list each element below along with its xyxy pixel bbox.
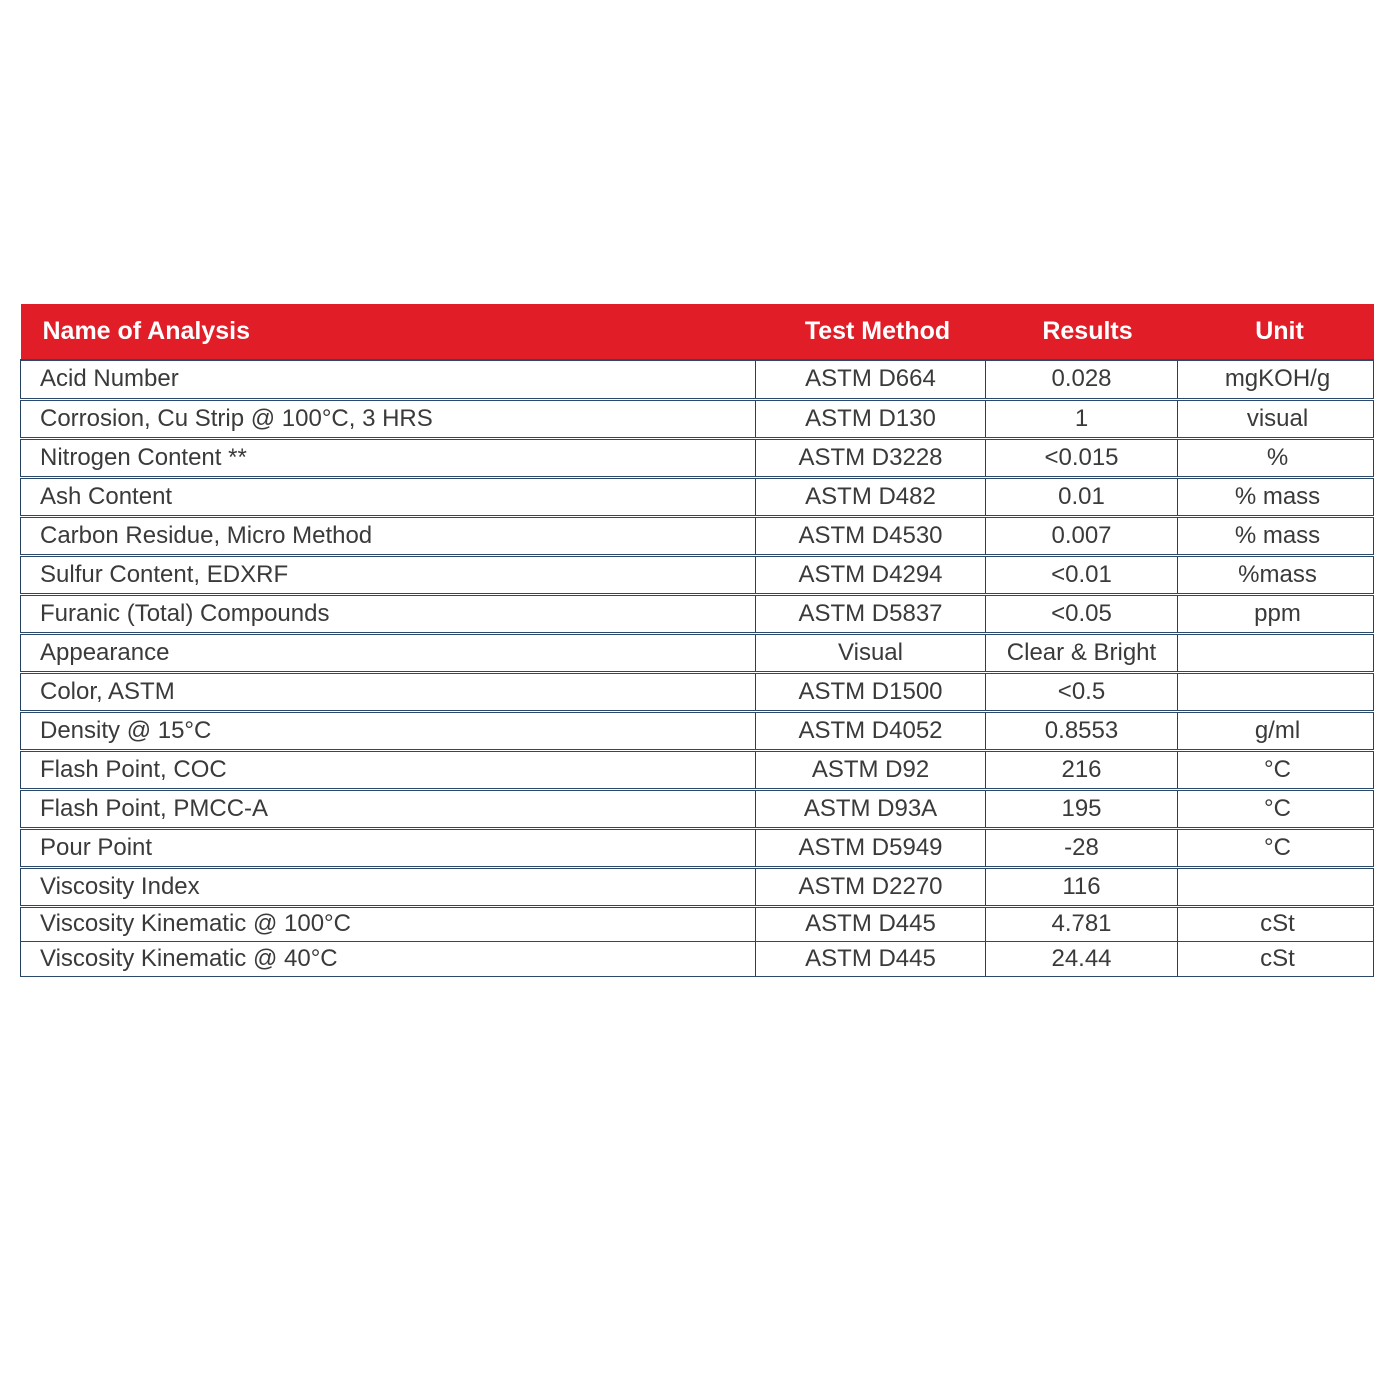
table-header bbox=[21, 304, 1374, 360]
table-body bbox=[21, 360, 1374, 976]
cell-unit: ppm bbox=[1178, 594, 1374, 633]
header-test-method: Test Method bbox=[804, 317, 951, 345]
cell-result: 195 bbox=[986, 789, 1178, 828]
cell-test-method: ASTM D4530 bbox=[756, 516, 986, 555]
cell-test-method: ASTM D1500 bbox=[756, 672, 986, 711]
header-results: Results bbox=[1042, 317, 1133, 345]
table-row bbox=[21, 633, 1374, 672]
cell-analysis-name: Sulfur Content, EDXRF bbox=[21, 555, 756, 594]
cell-test-method: ASTM D482 bbox=[756, 477, 986, 516]
cell-result: 4.781 bbox=[986, 906, 1178, 941]
cell-unit: % mass bbox=[1178, 516, 1374, 555]
cell-result: 0.028 bbox=[986, 360, 1178, 399]
table-row bbox=[21, 438, 1374, 477]
cell-result: -28 bbox=[986, 828, 1178, 867]
cell-result: 216 bbox=[986, 750, 1178, 789]
cell-unit: °C bbox=[1178, 828, 1374, 867]
cell-result: <0.01 bbox=[986, 555, 1178, 594]
table-row bbox=[21, 555, 1374, 594]
table-row bbox=[21, 789, 1374, 828]
cell-result: Clear & Bright bbox=[986, 633, 1178, 672]
cell-unit: °C bbox=[1178, 750, 1374, 789]
cell-unit: g/ml bbox=[1178, 711, 1374, 750]
cell-result: <0.05 bbox=[986, 594, 1178, 633]
cell-test-method: ASTM D92 bbox=[756, 750, 986, 789]
cell-analysis-name: Viscosity Index bbox=[21, 867, 756, 906]
table-row bbox=[21, 477, 1374, 516]
cell-unit bbox=[1178, 867, 1374, 906]
table-row bbox=[21, 906, 1374, 941]
cell-test-method: ASTM D445 bbox=[756, 906, 986, 941]
cell-result: <0.5 bbox=[986, 672, 1178, 711]
cell-unit: cSt bbox=[1178, 906, 1374, 941]
table-row bbox=[21, 672, 1374, 711]
cell-analysis-name: Nitrogen Content ** bbox=[21, 438, 756, 477]
table-row bbox=[21, 594, 1374, 633]
cell-result: 116 bbox=[986, 867, 1178, 906]
cell-test-method: ASTM D5837 bbox=[756, 594, 986, 633]
cell-test-method: ASTM D130 bbox=[756, 399, 986, 438]
cell-analysis-name: Carbon Residue, Micro Method bbox=[21, 516, 756, 555]
cell-unit: % bbox=[1178, 438, 1374, 477]
table-row bbox=[21, 750, 1374, 789]
cell-analysis-name: Viscosity Kinematic @ 40°C bbox=[21, 941, 756, 976]
cell-analysis-name: Ash Content bbox=[21, 477, 756, 516]
cell-analysis-name: Viscosity Kinematic @ 100°C bbox=[21, 906, 756, 941]
cell-unit: mgKOH/g bbox=[1178, 360, 1374, 399]
cell-result: <0.015 bbox=[986, 438, 1178, 477]
table-row bbox=[21, 399, 1374, 438]
cell-unit: % mass bbox=[1178, 477, 1374, 516]
cell-analysis-name: Flash Point, COC bbox=[21, 750, 756, 789]
header-name-of-analysis: Name of Analysis bbox=[42, 317, 250, 345]
cell-unit: visual bbox=[1178, 399, 1374, 438]
table-row bbox=[21, 360, 1374, 399]
table-row bbox=[21, 516, 1374, 555]
cell-analysis-name: Density @ 15°C bbox=[21, 711, 756, 750]
cell-test-method: ASTM D4052 bbox=[756, 711, 986, 750]
table-row bbox=[21, 711, 1374, 750]
cell-analysis-name: Furanic (Total) Compounds bbox=[21, 594, 756, 633]
cell-result: 0.01 bbox=[986, 477, 1178, 516]
cell-analysis-name: Color, ASTM bbox=[21, 672, 756, 711]
cell-test-method: Visual bbox=[756, 633, 986, 672]
header-unit: Unit bbox=[1255, 317, 1304, 345]
cell-test-method: ASTM D4294 bbox=[756, 555, 986, 594]
analysis-table bbox=[20, 304, 1374, 977]
cell-unit bbox=[1178, 633, 1374, 672]
cell-result: 0.8553 bbox=[986, 711, 1178, 750]
cell-unit: cSt bbox=[1178, 941, 1374, 976]
cell-analysis-name: Corrosion, Cu Strip @ 100°C, 3 HRS bbox=[21, 399, 756, 438]
cell-analysis-name: Acid Number bbox=[21, 360, 756, 399]
cell-unit: %mass bbox=[1178, 555, 1374, 594]
cell-analysis-name: Appearance bbox=[21, 633, 756, 672]
cell-analysis-name: Flash Point, PMCC-A bbox=[21, 789, 756, 828]
cell-test-method: ASTM D3228 bbox=[756, 438, 986, 477]
cell-unit: °C bbox=[1178, 789, 1374, 828]
cell-result: 0.007 bbox=[986, 516, 1178, 555]
header-row bbox=[21, 304, 1374, 360]
cell-result: 24.44 bbox=[986, 941, 1178, 976]
cell-test-method: ASTM D445 bbox=[756, 941, 986, 976]
cell-test-method: ASTM D5949 bbox=[756, 828, 986, 867]
cell-unit bbox=[1178, 672, 1374, 711]
analysis-report bbox=[20, 304, 1373, 977]
table-row bbox=[21, 867, 1374, 906]
cell-test-method: ASTM D664 bbox=[756, 360, 986, 399]
table-row bbox=[21, 941, 1374, 976]
cell-analysis-name: Pour Point bbox=[21, 828, 756, 867]
cell-result: 1 bbox=[986, 399, 1178, 438]
cell-test-method: ASTM D93A bbox=[756, 789, 986, 828]
cell-test-method: ASTM D2270 bbox=[756, 867, 986, 906]
table-row bbox=[21, 828, 1374, 867]
